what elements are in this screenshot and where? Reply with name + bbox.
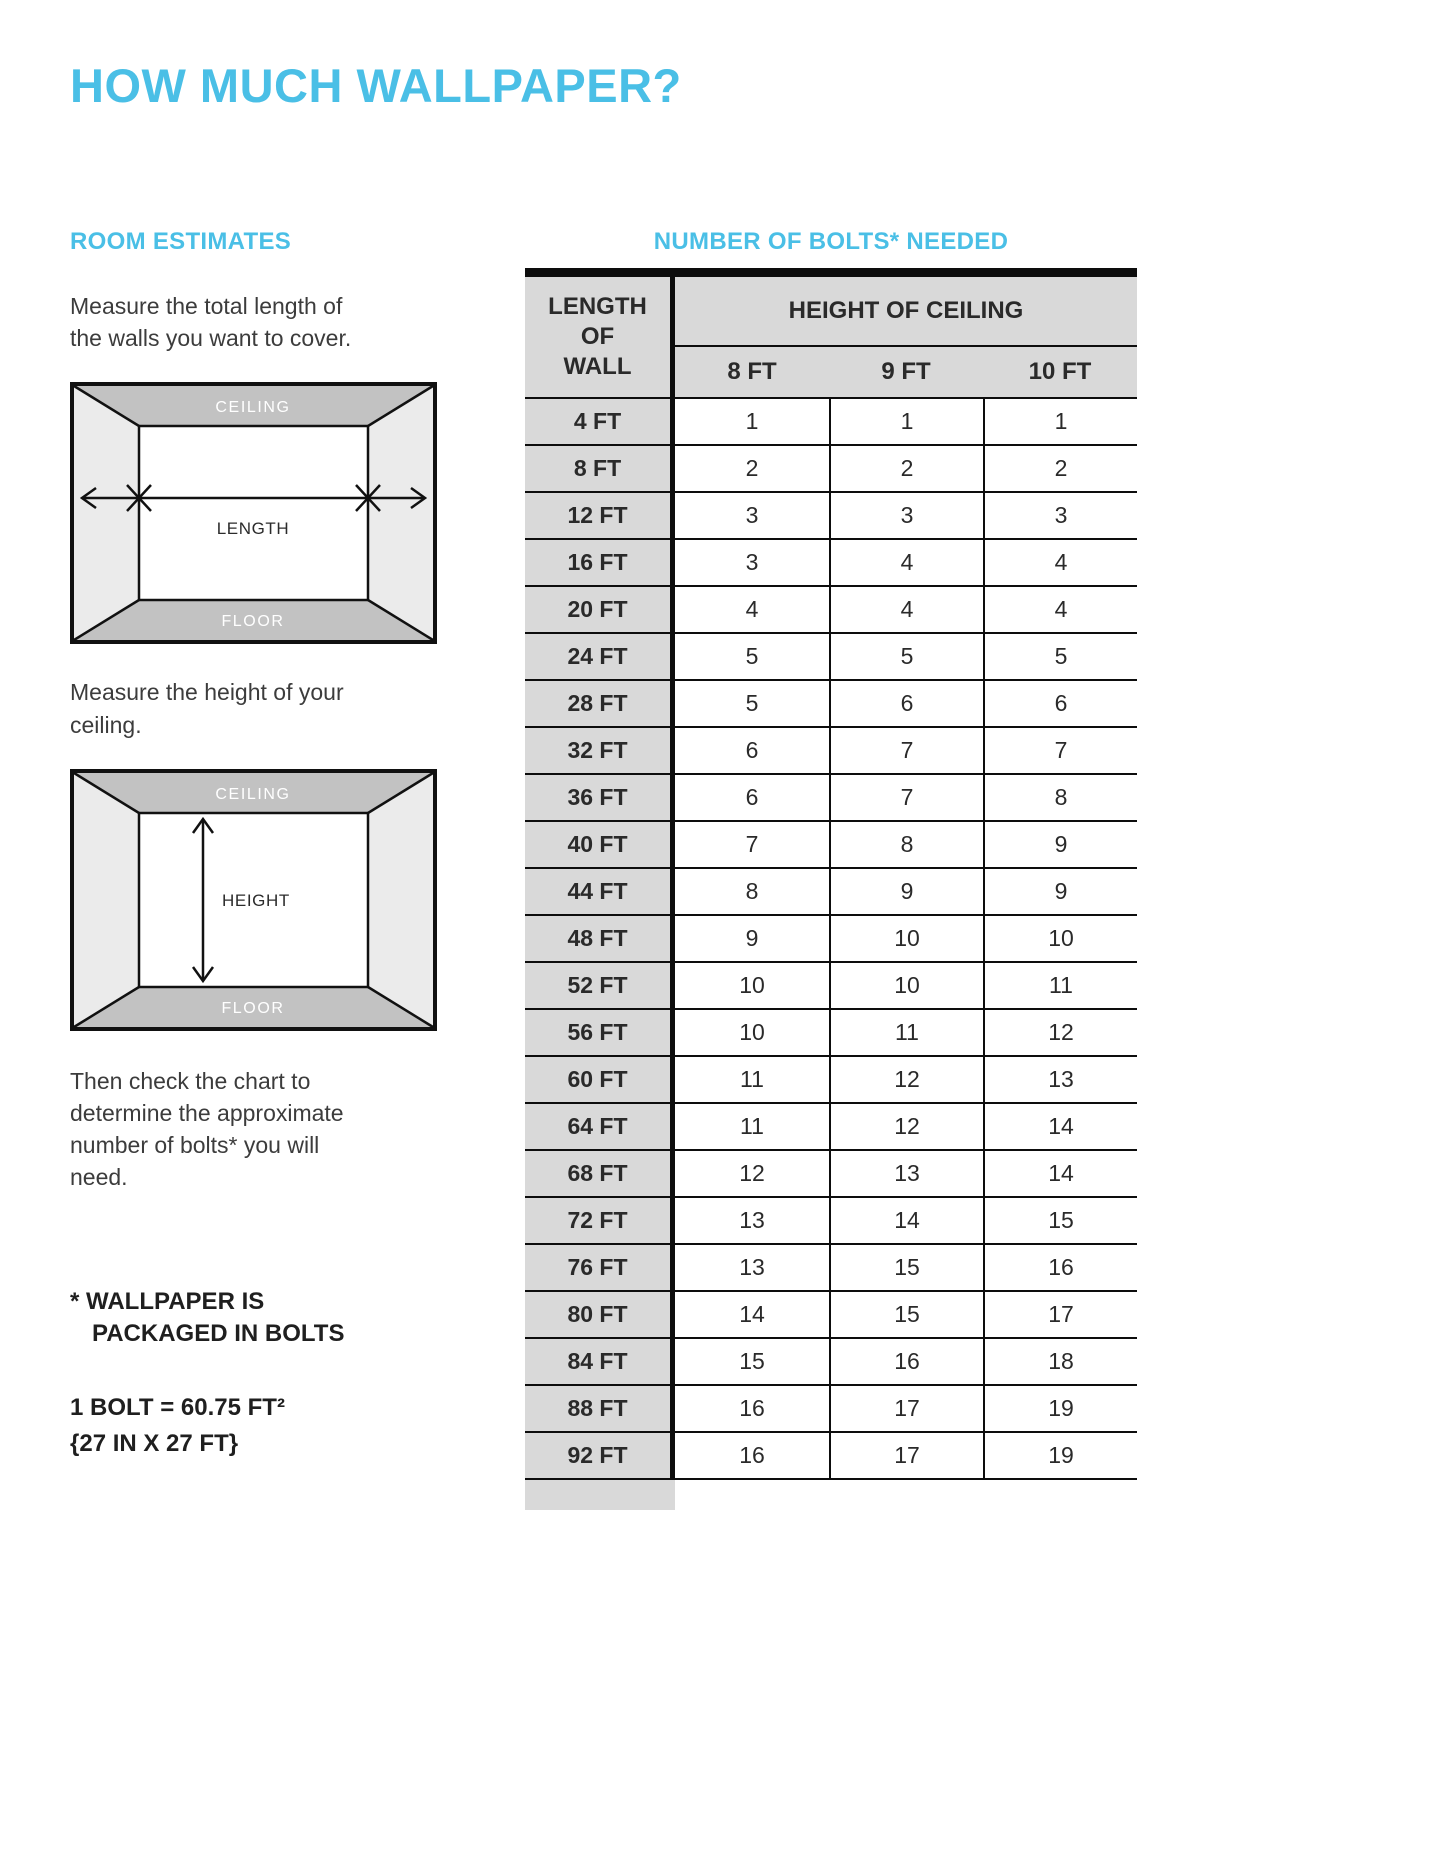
ceiling-height-subheader-row [675, 347, 1137, 397]
bolt-count-cell: 13 [983, 1057, 1137, 1104]
column-header-9ft: 9 FT [881, 358, 931, 385]
row-length-label: 76 FT [525, 1245, 675, 1292]
row-length-label: 60 FT [525, 1057, 675, 1104]
row-length-label: 72 FT [525, 1198, 675, 1245]
table-row [525, 493, 1137, 540]
bolt-count-cell: 5 [675, 681, 829, 728]
bolt-count-cell: 4 [983, 540, 1137, 587]
ceiling-label: CEILING [215, 399, 291, 417]
row-length-label: 32 FT [525, 728, 675, 775]
table-row [525, 916, 1137, 963]
row-length-label: 8 FT [525, 446, 675, 493]
ceiling-header-group [675, 277, 1137, 397]
column-header-8ft: 8 FT [727, 358, 777, 385]
bolt-count-cell: 5 [675, 634, 829, 681]
table-row [525, 1292, 1137, 1339]
bolts-table-body [525, 399, 1137, 1480]
table-row [525, 963, 1137, 1010]
bolt-count-cell: 8 [829, 822, 983, 869]
row-length-label: 88 FT [525, 1386, 675, 1433]
bolt-count-cell: 16 [829, 1339, 983, 1386]
length-dimension-label: LENGTH [216, 519, 290, 539]
bolt-count-cell: 14 [983, 1151, 1137, 1198]
row-length-label: 80 FT [525, 1292, 675, 1339]
bolt-count-cell: 8 [983, 775, 1137, 822]
row-length-label: 12 FT [525, 493, 675, 540]
bolt-count-cell: 11 [829, 1010, 983, 1057]
bolt-count-cell: 9 [829, 869, 983, 916]
table-row [525, 775, 1137, 822]
step-measure-length-text: Measure the total length of the walls you want to cover. [70, 293, 352, 352]
row-length-label: 44 FT [525, 869, 675, 916]
row-length-label: 56 FT [525, 1010, 675, 1057]
bolt-count-cell: 6 [675, 728, 829, 775]
step-check-chart-text: Then check the chart to determine the approximate number of bolts* you will need. [70, 1067, 344, 1191]
room-height-diagram [70, 769, 437, 1031]
bolt-count-cell: 19 [983, 1386, 1137, 1433]
room-estimates-heading: ROOM ESTIMATES [70, 228, 292, 255]
table-row [525, 399, 1137, 446]
row-length-label: 28 FT [525, 681, 675, 728]
table-row [525, 540, 1137, 587]
bolt-count-cell: 3 [829, 493, 983, 540]
bolt-count-cell: 1 [829, 399, 983, 446]
bolt-count-cell: 3 [675, 540, 829, 587]
bolt-count-cell: 2 [829, 446, 983, 493]
row-length-label: 68 FT [525, 1151, 675, 1198]
table-row [525, 869, 1137, 916]
table-row [525, 728, 1137, 775]
bolt-count-cell: 17 [829, 1433, 983, 1480]
table-row [525, 1198, 1137, 1245]
table-row [525, 634, 1137, 681]
bolt-count-cell: 6 [983, 681, 1137, 728]
bolt-count-cell: 19 [983, 1433, 1137, 1480]
bolt-count-cell: 5 [829, 634, 983, 681]
length-of-wall-header: LENGTH OF WALL [525, 277, 675, 397]
bolt-count-cell: 6 [829, 681, 983, 728]
bolt-count-cell: 10 [983, 916, 1137, 963]
bolt-dimensions: {27 IN X 27 FT} [70, 1430, 239, 1458]
table-row [525, 1386, 1137, 1433]
room-estimates-section [70, 228, 450, 1462]
table-row [525, 1433, 1137, 1480]
bolt-count-cell: 11 [675, 1104, 829, 1151]
height-of-ceiling-header: HEIGHT OF CEILING [675, 277, 1137, 347]
bolt-count-cell: 17 [983, 1292, 1137, 1339]
room-length-diagram [70, 382, 437, 644]
bolt-count-cell: 7 [829, 728, 983, 775]
table-row [525, 1245, 1137, 1292]
table-row [525, 1104, 1137, 1151]
bolt-count-cell: 2 [983, 446, 1137, 493]
row-length-label: 52 FT [525, 963, 675, 1010]
bolt-count-cell: 7 [983, 728, 1137, 775]
page-title: HOW MUCH WALLPAPER? [70, 59, 682, 112]
bolt-count-cell: 3 [983, 493, 1137, 540]
bolt-count-cell: 1 [675, 399, 829, 446]
bolt-count-cell: 10 [675, 963, 829, 1010]
bolt-count-cell: 18 [983, 1339, 1137, 1386]
table-row [525, 681, 1137, 728]
table-row [525, 587, 1137, 634]
bolt-count-cell: 4 [829, 540, 983, 587]
bolt-size-info [70, 1390, 450, 1462]
table-row [525, 1057, 1137, 1104]
column-header-10ft: 10 FT [1028, 358, 1092, 385]
table-row [525, 1010, 1137, 1057]
bolt-count-cell: 11 [675, 1057, 829, 1104]
bolt-count-cell: 11 [983, 963, 1137, 1010]
row-length-label: 24 FT [525, 634, 675, 681]
bolt-count-cell: 3 [675, 493, 829, 540]
bolt-count-cell: 9 [983, 869, 1137, 916]
bolt-count-cell: 5 [983, 634, 1137, 681]
bolt-count-cell: 16 [983, 1245, 1137, 1292]
bolt-count-cell: 15 [829, 1245, 983, 1292]
bolt-count-cell: 15 [675, 1339, 829, 1386]
bolt-count-cell: 9 [675, 916, 829, 963]
bolt-count-cell: 4 [829, 587, 983, 634]
row-length-label: 16 FT [525, 540, 675, 587]
bolt-count-cell: 4 [675, 587, 829, 634]
bolt-count-cell: 2 [675, 446, 829, 493]
bolts-table-heading: NUMBER OF BOLTS* NEEDED [653, 228, 1009, 255]
bolt-count-cell: 1 [983, 399, 1137, 446]
bolt-count-cell: 7 [829, 775, 983, 822]
floor-label: FLOOR [221, 613, 285, 631]
bolt-count-cell: 14 [983, 1104, 1137, 1151]
table-row [525, 1339, 1137, 1386]
bolt-equation: 1 BOLT = 60.75 FT² [70, 1394, 285, 1422]
row-length-label: 64 FT [525, 1104, 675, 1151]
bolt-count-cell: 7 [675, 822, 829, 869]
bolts-footnote [70, 1286, 450, 1351]
step-measure-height-text: Measure the height of your ceiling. [70, 679, 344, 738]
bolt-count-cell: 12 [983, 1010, 1137, 1057]
footnote-line-2: PACKAGED IN BOLTS [92, 1319, 345, 1347]
row-length-label: 20 FT [525, 587, 675, 634]
row-length-label: 36 FT [525, 775, 675, 822]
bolt-count-cell: 13 [675, 1245, 829, 1292]
ceiling-label: CEILING [215, 785, 291, 803]
row-length-label: 40 FT [525, 822, 675, 869]
bolts-table-header [525, 277, 1137, 399]
table-row [525, 822, 1137, 869]
bolt-count-cell: 10 [829, 916, 983, 963]
table-row [525, 1151, 1137, 1198]
bolts-table [525, 268, 1137, 1510]
bolt-count-cell: 12 [829, 1104, 983, 1151]
bolt-count-cell: 10 [829, 963, 983, 1010]
floor-label: FLOOR [221, 999, 285, 1017]
footnote-line-1: * WALLPAPER IS [70, 1287, 265, 1315]
bolt-count-cell: 12 [829, 1057, 983, 1104]
table-row [525, 446, 1137, 493]
bolt-count-cell: 13 [675, 1198, 829, 1245]
bolt-count-cell: 6 [675, 775, 829, 822]
row-length-label: 92 FT [525, 1433, 675, 1480]
bolt-count-cell: 17 [829, 1386, 983, 1433]
bolt-count-cell: 8 [675, 869, 829, 916]
bolt-count-cell: 16 [675, 1433, 829, 1480]
row-length-label: 84 FT [525, 1339, 675, 1386]
bolt-count-cell: 10 [675, 1010, 829, 1057]
bolt-count-cell: 15 [983, 1198, 1137, 1245]
bolt-count-cell: 15 [829, 1292, 983, 1339]
row-length-label: 48 FT [525, 916, 675, 963]
bolt-count-cell: 12 [675, 1151, 829, 1198]
bolt-count-cell: 13 [829, 1151, 983, 1198]
table-footer-strip [525, 1480, 675, 1510]
bolt-count-cell: 9 [983, 822, 1137, 869]
height-dimension-label: HEIGHT [222, 890, 290, 910]
bolt-count-cell: 16 [675, 1386, 829, 1433]
bolt-count-cell: 14 [675, 1292, 829, 1339]
bolt-count-cell: 4 [983, 587, 1137, 634]
bolt-count-cell: 14 [829, 1198, 983, 1245]
back-wall [139, 426, 368, 600]
row-length-label: 4 FT [525, 399, 675, 446]
